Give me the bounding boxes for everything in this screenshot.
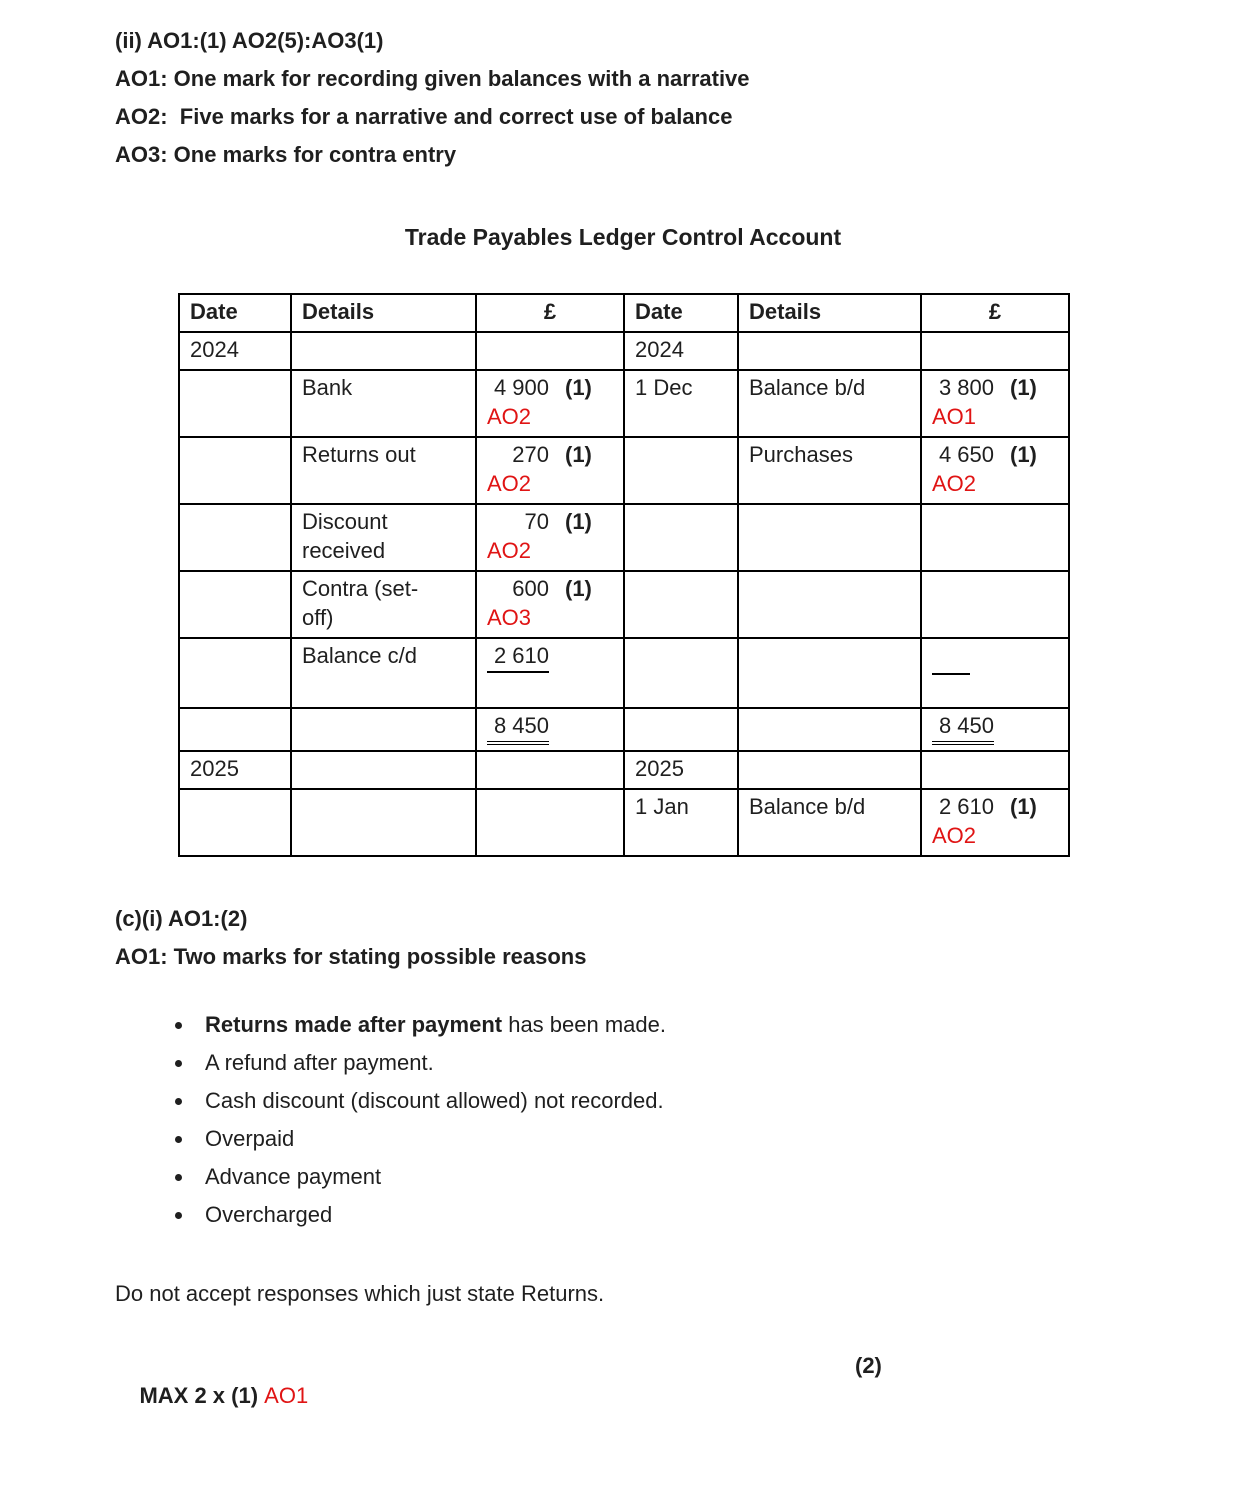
empty-cell [179,708,291,751]
empty-cell [921,571,1069,638]
reasons-list [115,1006,1127,1234]
reason-bold-text: Returns made after payment [205,1012,503,1037]
empty-cell [738,708,921,751]
amount-line [487,507,613,536]
reason-text: Cash discount (discount allowed) not recorded. [205,1088,664,1113]
details-line-1: Discount [302,509,388,534]
row-balance-bd-2025 [179,789,1069,856]
empty-cell [291,789,476,856]
blank-amount-line [932,651,970,675]
reason-text: Advance payment [205,1164,382,1189]
mark-point: (1) [565,375,592,400]
empty-cell [921,504,1069,571]
ao-label: AO1 [932,404,977,429]
total-left-value: 8 450 [487,711,549,745]
amount-line [487,440,613,469]
reason-item [195,1120,1127,1158]
col-header-details-left: Details [291,294,476,332]
empty-cell [921,751,1069,789]
row-bank-balance-bd [179,370,1069,437]
amount-value: 70 [524,509,549,534]
year-row-2024 [179,332,1069,370]
reason-item [195,1082,1127,1120]
details-bank: Bank [291,370,476,437]
empty-cell [624,571,738,638]
question-ref-line: (ii) AO1:(1) AO2(5):AO3(1) [115,28,384,53]
empty-cell [921,332,1069,370]
row-returns-purchases [179,437,1069,504]
ao-label: AO1 [264,1383,309,1408]
ao-label: AO3 [487,605,532,630]
amount-discount-received [476,504,624,571]
amount-line [932,373,1058,402]
date-balance-bd-2025: 1 Jan [624,789,738,856]
amount-value-underlined: 2 610 [487,641,549,673]
section-c-ao1-line: AO1: Two marks for stating possible reasons [115,944,587,969]
row-discount-received [179,504,1069,571]
amount-value: 4 900 [493,375,549,400]
do-not-accept-note: Do not accept responses which just state Returns. [115,1281,605,1306]
empty-cell [738,332,921,370]
date-balance-bd: 1 Dec [624,370,738,437]
ao1-guidance-line: AO1: One mark for recording given balances with a narrative [115,66,750,91]
empty-cell [179,571,291,638]
total-marks: (2) [855,1353,882,1378]
empty-cell [476,332,624,370]
col-header-date-left: Date [179,294,291,332]
details-balance-cd: Balance c/d [291,638,476,708]
ao-label: AO2 [487,404,532,429]
amount-value: 4 650 [938,442,994,467]
empty-cell [291,751,476,789]
row-totals [179,708,1069,751]
empty-cell [476,751,624,789]
ao-label: AO2 [932,471,977,496]
ao-label: AO2 [932,823,977,848]
empty-cell [624,504,738,571]
section-c-ref-line: (c)(i) AO1:(2) [115,906,248,931]
empty-cell [291,708,476,751]
mark-point: (1) [1010,794,1037,819]
reason-text: A refund after payment. [205,1050,434,1075]
table-header-row [179,294,1069,332]
mark-point: (1) [565,509,592,534]
amount-line [487,711,613,745]
row-contra-set-off [179,571,1069,638]
total-right-value: 8 450 [932,711,994,745]
amount-line [932,440,1058,469]
row-balance-cd [179,638,1069,708]
amount-contra [476,571,624,638]
details-line-2: off) [302,605,334,630]
section-c-guidance-block [115,900,1127,976]
empty-cell [738,571,921,638]
amount-value: 270 [512,442,549,467]
col-header-details-right: Details [738,294,921,332]
empty-cell [738,751,921,789]
details-line-1: Contra (set- [302,576,419,601]
details-line-2: received [302,538,386,563]
details-returns-out: Returns out [291,437,476,504]
trade-payables-control-account-table [178,293,1070,857]
empty-cell [179,437,291,504]
mark-point: (1) [565,576,592,601]
mark-point: (1) [1010,442,1037,467]
year-left: 2024 [179,332,291,370]
empty-cell [624,437,738,504]
details-contra [291,571,476,638]
amount-line [487,641,613,673]
details-balance-bd-2025: Balance b/d [738,789,921,856]
amount-value: 3 800 [938,375,994,400]
year-row-2025 [179,751,1069,789]
reason-item [195,1006,1127,1044]
empty-cell [179,638,291,708]
reason-text: Overcharged [205,1202,333,1227]
year-right: 2025 [624,751,738,789]
ao3-guidance-line: AO3: One marks for contra entry [115,142,457,167]
empty-cell [476,789,624,856]
amount-line [932,711,1058,745]
ao-label: AO2 [487,538,532,563]
ao2-guidance-line: AO2: Five marks for a narrative and correct use of balance [115,104,733,129]
amount-balance-bd-2025 [921,789,1069,856]
mark-point: (1) [565,442,592,467]
max-marks-line [115,1351,1127,1471]
empty-cell [179,504,291,571]
col-header-amount-right: £ [921,294,1069,332]
marking-guidance-block [115,22,1127,174]
details-purchases: Purchases [738,437,921,504]
details-discount-received [291,504,476,571]
max-text: MAX 2 x (1) [139,1383,265,1408]
empty-cell [624,638,738,708]
amount-value: 2 610 [938,794,994,819]
reason-text: has been made. [502,1012,666,1037]
total-right-cell [921,708,1069,751]
reason-item [195,1196,1127,1234]
empty-cell [624,708,738,751]
amount-balance-bd [921,370,1069,437]
amount-bank [476,370,624,437]
amount-balance-cd [476,638,624,708]
col-header-amount-left: £ [476,294,624,332]
amount-line [932,792,1058,821]
empty-cell [291,332,476,370]
year-left: 2025 [179,751,291,789]
amount-value: 600 [512,576,549,601]
empty-cell [179,789,291,856]
reason-item [195,1044,1127,1082]
reason-text: Overpaid [205,1126,295,1151]
empty-cell [179,370,291,437]
amount-line [487,373,613,402]
blank-amount-cell [921,638,1069,708]
account-title: Trade Payables Ledger Control Account [404,224,842,250]
details-balance-bd: Balance b/d [738,370,921,437]
col-header-date-right: Date [624,294,738,332]
year-right: 2024 [624,332,738,370]
amount-returns-out [476,437,624,504]
empty-cell [738,504,921,571]
amount-purchases [921,437,1069,504]
ao-label: AO2 [487,471,532,496]
total-left-cell [476,708,624,751]
amount-line [487,574,613,603]
mark-point: (1) [1010,375,1037,400]
empty-cell [738,638,921,708]
reason-item [195,1158,1127,1196]
